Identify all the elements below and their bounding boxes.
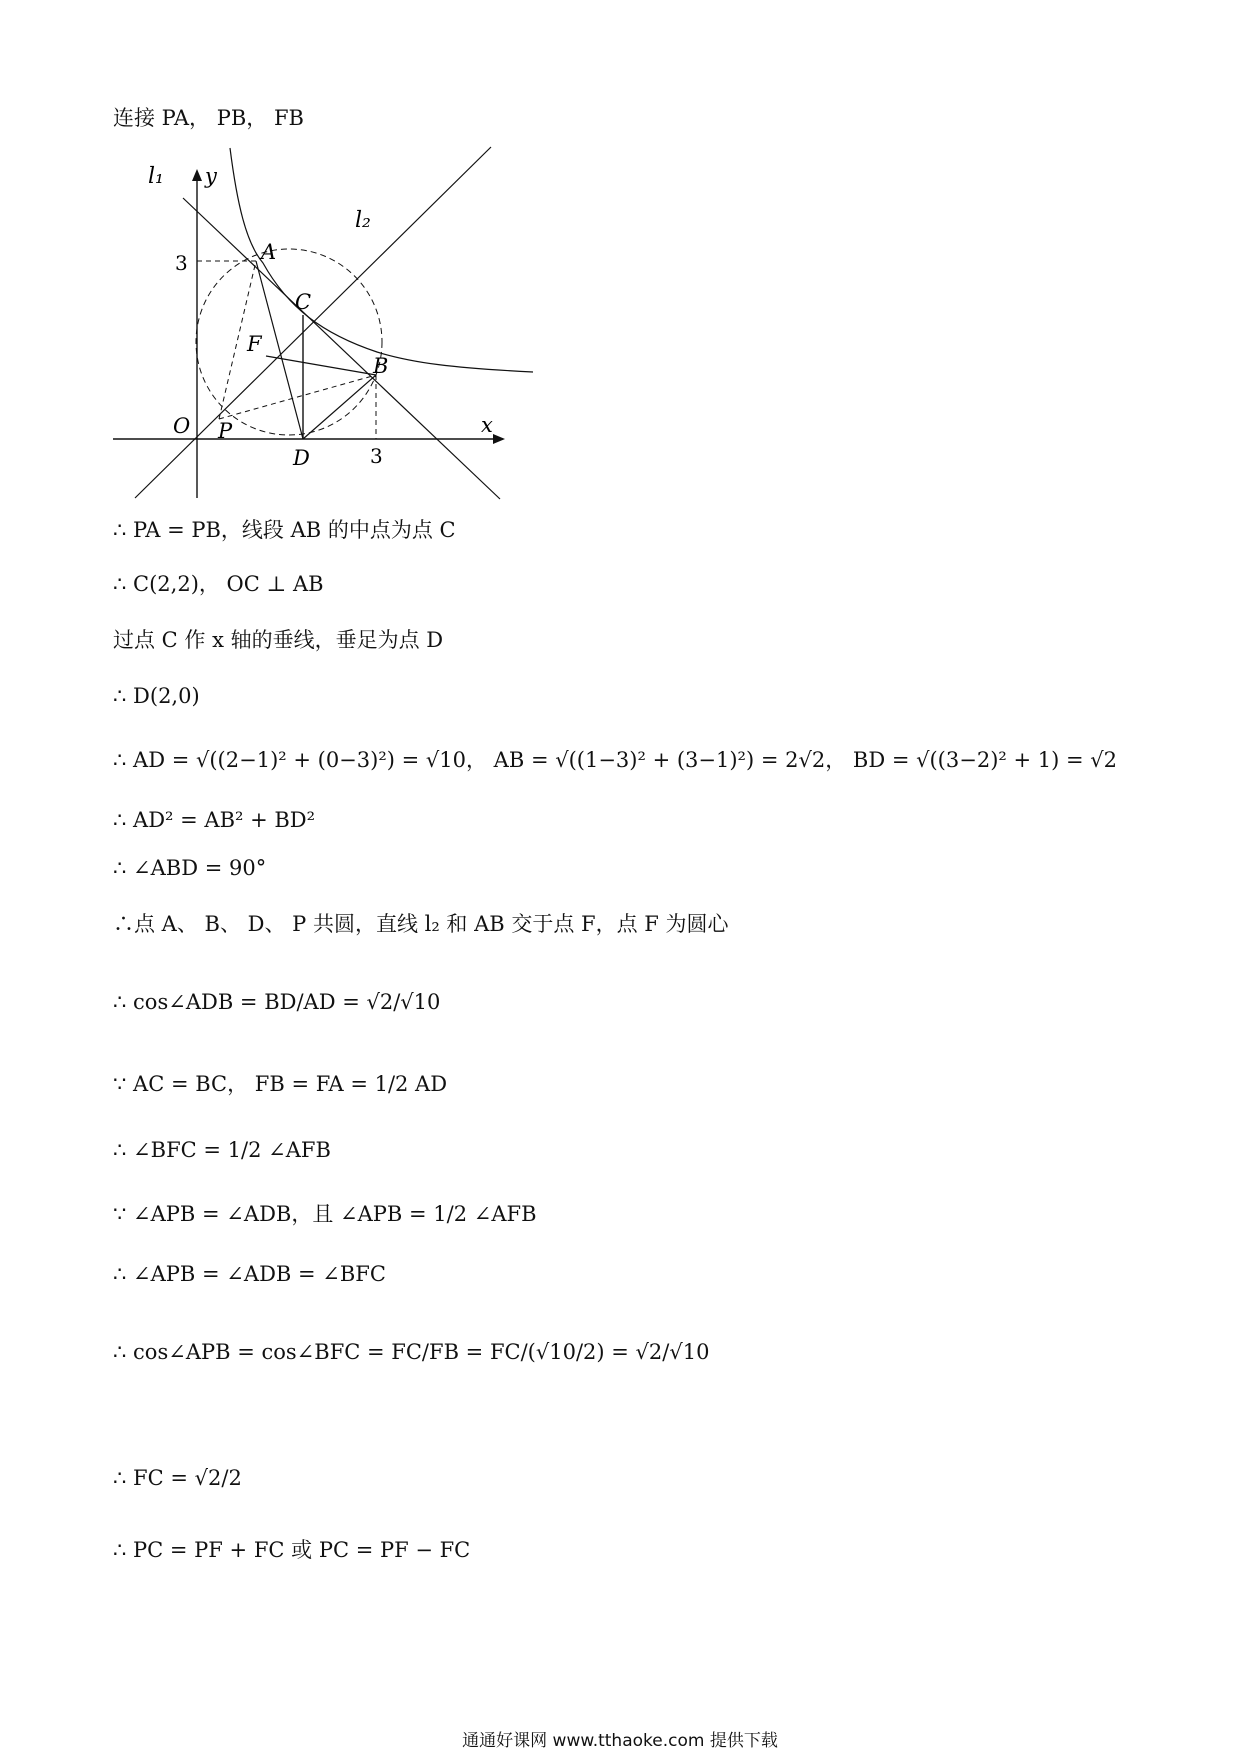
x-axis-arrow (493, 434, 505, 444)
footer: 通通好课网 www.tthaoke.com 提供下载 (462, 1731, 778, 1751)
step-1: 连接 PA， PB， FB (113, 106, 304, 130)
label-l2: l₂ (355, 208, 371, 233)
step-12: ∴ ∠BFC = 1/2 ∠AFB (113, 1138, 331, 1162)
line-ab (183, 198, 500, 499)
step-16: ∴ FC = √2/2 (113, 1466, 242, 1490)
geometry-figure (113, 143, 543, 503)
line-l2 (135, 147, 491, 498)
label-b: B (373, 354, 389, 378)
label-a: A (261, 240, 277, 264)
label-f: F (247, 332, 262, 356)
step-5: ∴ D(2,0) (113, 684, 200, 708)
dashed-circle (196, 249, 382, 435)
step-6: ∴ AD = √((2−1)² + (0−3)²) = √10， AB = √((1−3)² + (3−1)²) = 2√2， BD = √((3−2)² + 1) = √2 (113, 748, 1117, 772)
label-o: O (173, 414, 191, 438)
label-3-x: 3 (370, 444, 383, 468)
step-2: ∴ PA = PB，线段 AB 的中点为点 C (113, 518, 456, 542)
step-14: ∴ ∠APB = ∠ADB = ∠BFC (113, 1262, 386, 1286)
segment-b-d (303, 375, 376, 439)
label-l1: l₁ (148, 164, 164, 189)
step-8: ∴ ∠ABD = 90° (113, 856, 267, 880)
label-d: D (293, 446, 310, 470)
step-9: ∴点 A、 B、 D、 P 共圆，直线 l₂ 和 AB 交于点 F，点 F 为圆心 (113, 912, 729, 936)
dash-p-b (219, 375, 376, 419)
label-3-y: 3 (175, 251, 188, 275)
step-7: ∴ AD² = AB² + BD² (113, 808, 316, 832)
step-3: ∴ C(2,2)， OC ⊥ AB (113, 572, 324, 596)
step-13: ∵ ∠APB = ∠ADB，且 ∠APB = 1/2 ∠AFB (113, 1202, 537, 1226)
label-x: x (481, 413, 493, 437)
label-c: C (295, 290, 312, 314)
y-axis-arrow (192, 169, 202, 181)
step-17: ∴ PC = PF + FC 或 PC = PF − FC (113, 1538, 471, 1562)
step-10: ∴ cos∠ADB = BD/AD = √2/√10 (113, 990, 441, 1014)
step-4: 过点 C 作 x 轴的垂线，垂足为点 D (113, 628, 444, 652)
label-p: P (218, 419, 233, 443)
step-15: ∴ cos∠APB = cos∠BFC = FC/FB = FC/(√10/2) = √2/√10 (113, 1340, 710, 1364)
step-11: ∵ AC = BC， FB = FA = 1/2 AD (113, 1072, 448, 1096)
label-y: y (205, 164, 217, 188)
